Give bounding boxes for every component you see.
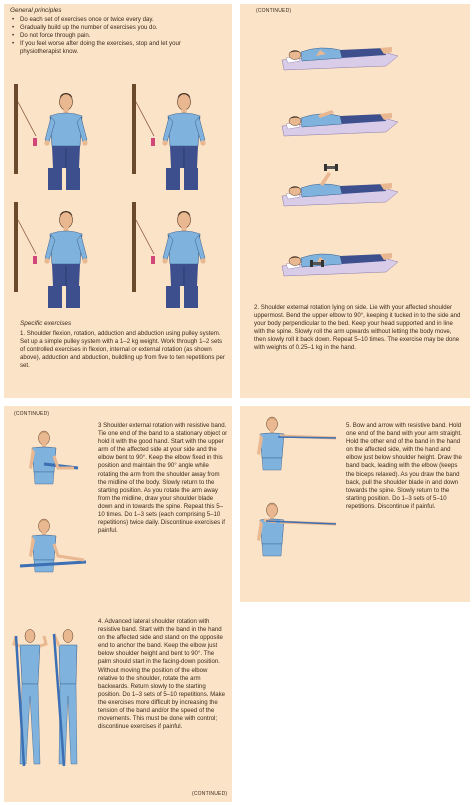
principles-list xyxy=(12,16,212,56)
bow-arrow-figure-start xyxy=(250,414,340,494)
specific-exercises-heading: Specific exercises xyxy=(20,320,72,327)
pulley-figure-rotation-out xyxy=(14,202,104,312)
band-rotation-figure-start xyxy=(14,428,94,510)
exercise-4-text: 4. Advanced lateral shoulder rotation with resistive band. Start with the band in the hand on the affected side and stand on the opposite end to anchor the band. Keep the elbow just below shoulder height and bent to 90°. The palm should start in the facing-down position. Without moving the position of the elbow relative to the shoulder, rotate the arm backwards. Return slowly to the starting position. Do 1–3 sets of 5–10 repetitions. Make the exercises more difficult by increasing the tension of the band and/or the speed of the movements. This must be done with control; discontinue exercises if painful. xyxy=(98,618,226,731)
continued-label: (CONTINUED) xyxy=(256,8,292,14)
pulley-figure-flexion-front xyxy=(14,84,104,194)
principle-item: • If you feel worse after doing the exercises, stop and let your physiotherapist know. xyxy=(12,40,212,56)
panel-top-right xyxy=(240,4,470,398)
side-lying-figure-2 xyxy=(280,96,402,142)
continued-label-top: (CONTINUED) xyxy=(14,411,50,417)
principle-item: • Do not force through pain. xyxy=(12,32,212,40)
panel-bottom-left xyxy=(4,406,232,802)
bow-arrow-figure-drawn xyxy=(250,496,340,576)
exercise-2-text: 2. Shoulder external rotation lying on side. Lie with your affected shoulder uppermost. Bend the upper elbow to 90°, keeping it tucked in to the side and your body perpendicular to the bed. Keep your head supported and in line with the spine. Slowly roll the arm upwards without letting the body move, then slowly roll it back down. Repeat 5–10 times. The exercise may be done with weights of 0.25–1 kg in the hand. xyxy=(254,304,461,352)
principle-item: • Do each set of exercises once or twice every day. xyxy=(12,16,212,24)
panel-top-left xyxy=(4,4,232,398)
advanced-rotation-figures xyxy=(12,626,90,776)
principle-item: • Gradually build up the number of exercises you do. xyxy=(12,24,212,32)
general-principles-heading: General principles xyxy=(10,7,62,14)
side-lying-figure-weight-1 xyxy=(280,162,402,212)
exercise-3-text: 3 Shoulder external rotation with resistive band. Tie one end of the band to a stationary object or hold it with the good hand. Start with the upper arm of the affected side at your side and the elbow bent to 90°. Keep the elbow fixed in this position and maintain the 90° angle while rotating the arm from the shoulder away from the midline of the body. Slowly return to the starting position. As you rotate the arm away from the midline, draw your shoulder blade down and in towards the spine. Repeat this 5–10 times. Do 1–3 sets (each comprising 5–10 repetitions) twice daily. Discontinue exercises if painful. xyxy=(98,422,228,535)
panel-bottom-right xyxy=(240,406,470,602)
side-lying-figure-1 xyxy=(280,30,402,76)
exercise-1-text: 1. Shoulder flexion, rotation, adduction and abduction using pulley system. Set up a simple pulley system with a 1–2 kg weight. Work through 1–2 sets of controlled exercises in flexion, internal or external rotation (as shown above), adduction and abduction, buildling up from five to ten repetitions per set. xyxy=(20,330,225,370)
side-lying-figure-weight-2 xyxy=(280,236,402,282)
pulley-figure-flexion-raised xyxy=(132,84,222,194)
band-rotation-figure-end xyxy=(14,516,94,600)
continued-label-bottom: (CONTINUED) xyxy=(192,791,228,797)
pulley-figure-rotation-in xyxy=(132,202,222,312)
exercise-5-text: 5. Bow and arrow with resistive band. Hold one end of the band with your arm straight. Hold the other end of the band in the hand on the affected side, with the hand and elbow just below shoulder height. Draw the band back, leading with the elbow (keeps the biceps relaxed). As you draw the band back, pull the shoulder blade in and down towards the spine. Slowly return to the starting position. Do 1–3 sets of 5–10 repetitions. Discontinue if painful. xyxy=(346,422,462,510)
